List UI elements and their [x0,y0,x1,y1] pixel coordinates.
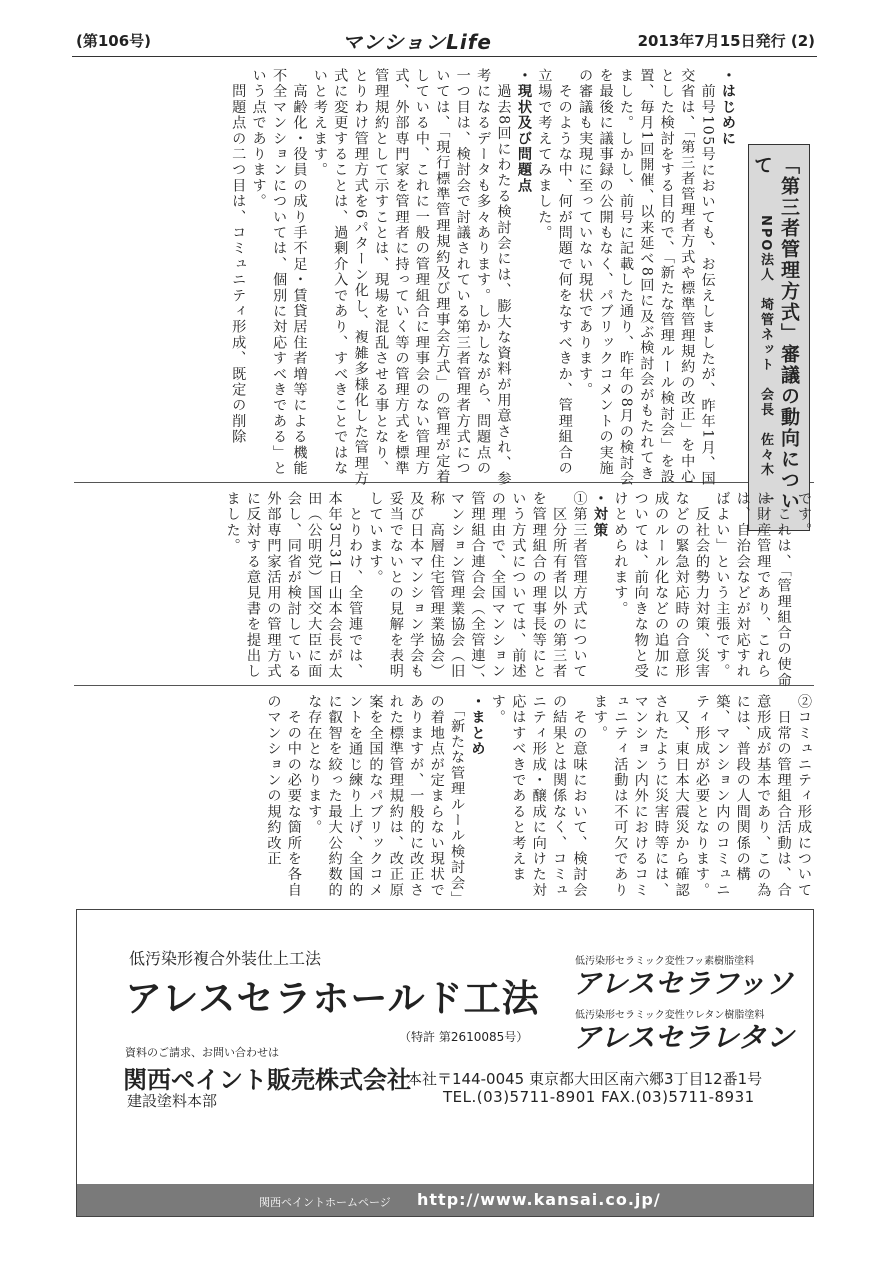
article-author: NPO法人 埼管ネット 会長 佐々木 一 [758,215,773,508]
article-body-row-2 [74,491,814,691]
article-title: 「第三者管理方式」審議の動向について [751,155,800,512]
section-heading: ・現状及び問題点 [515,68,532,194]
paragraph: その意味において、検討会の結果とは関係なく、コミュニティ形成・醸成に向けた対応はすべきであると考えます。 [489,694,588,899]
publish-date: 2013年7月15日発行 (2) [637,32,815,50]
company-address: 本社〒144-0045 東京都大田区南六郷3丁目12番1号 [407,1070,763,1088]
homepage-label: 関西ペイントホームページ [259,1196,391,1209]
ad-subtitle: 低汚染形複合外装仕上工法 [129,949,322,968]
article-row-3 [74,688,814,898]
product-1-desc: 低汚染形セラミック変性フッ素樹脂塗料 [575,956,755,967]
article-row-2 [74,485,814,686]
article-body-row-1 [78,68,738,488]
ad-patent: （特許 第2610085号） [399,1030,529,1044]
paragraph: その中の必要な箇所を各自のマンションの規約改正 [265,694,302,899]
page-header [72,26,817,57]
section-heading: ・まとめ [469,694,486,757]
issue-number: (第106号) [76,32,152,50]
company-phone: TEL.(03)5711-8901 FAX.(03)5711-8931 [443,1088,755,1106]
paragraph: とりわけ、全管連では、本年3月31日山本会長が太田（公明党）国交大臣に面会し、同省が検討している外部専門家活用の管理方式に反対する意見書を提出しました。 [224,491,364,680]
paragraph: これは、「管理組合の使命は財産管理であり、これらは、自治会などが対応すればよい」という主張です。 [714,491,792,688]
ad-main-title: アレスセラホールド工法 [125,977,540,1020]
paragraph: 問題点の二つ目は、コミュニティ形成、既定の削除 [230,68,247,445]
paragraph: ①第三者管理方式について [571,491,588,680]
inquiry-label: 資料のご請求、お問い合わせは [125,1046,279,1059]
paragraph: 前号105号においても、お伝えしましたが、昨年1月、国交省は、「第三者管理者方式や標準管理規約の改正」を中心とした検討をする目的で、「新たな管理ルール検討会」を設置、毎月1回開催、以来延べ8回に及ぶ検討会がもたれてきました。しかし、前号に記載した通り、昨年の8月の検討会を最後に議事録の公開もなく、パブリックコメントの実施の審議も実現に至っていない現状であります。 [577,68,716,487]
paragraph: 日常の管理組合活動は、合意形成が基本であり、この為には、普段の人間関係の構築、マンション内のコミュニティ形成が必要となります。 [693,694,792,899]
advertisement [76,909,814,1217]
product-2-desc: 低汚染形セラミック変性ウレタン樹脂塗料 [575,1010,765,1021]
article-title-box [748,144,810,531]
article-row-1 [74,62,814,512]
homepage-link[interactable]: http://www.kansai.co.jp/ [417,1190,661,1209]
paragraph: ②コミュニティ形成について [796,694,812,899]
company-dept: 建設塗料本部 [127,1092,218,1110]
ad-footer-bar [77,1184,813,1216]
product-2-name: アレスセラレタン [573,1021,794,1054]
article-body-row-3 [74,694,814,904]
section-heading: ・対策 [591,491,608,539]
company-name: 関西ペイント販売株式会社 [123,1066,411,1094]
paragraph: 過去8回にわたる検討会には、膨大な資料が用意され、参考になるデータも多々あります。しかしながら、問題点の一つ目は、検討会で討議されている第三者管理者方式については、「現行標準管理規約及び理事会方式」の管理が定着している中、これに一般の管理組合に理事会のない管理方式、外部専門家を管理者に持っていく等の管理方式を標準管理規約として示すことは、現場を混乱させる事となり、とりわけ管理方式を6パターン化し、複雑多様化した管理方式に変更することは、過剰介入であり、すべきことではないと考えます。 [311,68,512,487]
paragraph: 高齢化・役員の成り手不足・賃貸居住者増等による機能不全マンションについては、個別に対応すべきである」という点であります。 [250,68,308,477]
newsletter-logo: マンションLife [342,30,492,54]
paragraph: 反社会的勢力対策、災害などの緊急対応時の合意形成のルール化などの追加については、前向きな物と受けとめられます。 [612,491,710,680]
paragraph: です。 [796,491,812,539]
section-heading: ・はじめに [720,68,736,147]
paragraph: 「新たな管理ルール検討会」の着地点が定まらない現状でありますが、一般的に改正された標準管理規約は、改正原案を全国的なパブリックコメントを通じ練り上げ、全国的に叡智を絞った最大公約数的な存在となります。 [306,694,466,900]
paragraph: 又、東日本大震災から確認されたように災害時等には、マンション内外におけるコミュニティ活動は不可欠であります。 [591,694,690,899]
product-1-name: アレスセラフッソ [573,967,794,1000]
paragraph: 区分所有者以外の第三者を管理組合の理事長等にという方式については、前述の理由で、全国マンション管理組合連合会（全管連）、マンション管理業協会（旧称 高層住宅管理業協会）及び日本マンション学会も妥当でないとの見解を表明しています。 [367,491,568,688]
paragraph: そのような中、何が問題で何をなすべきか、管理組合の立場で考えてみました。 [536,68,573,477]
